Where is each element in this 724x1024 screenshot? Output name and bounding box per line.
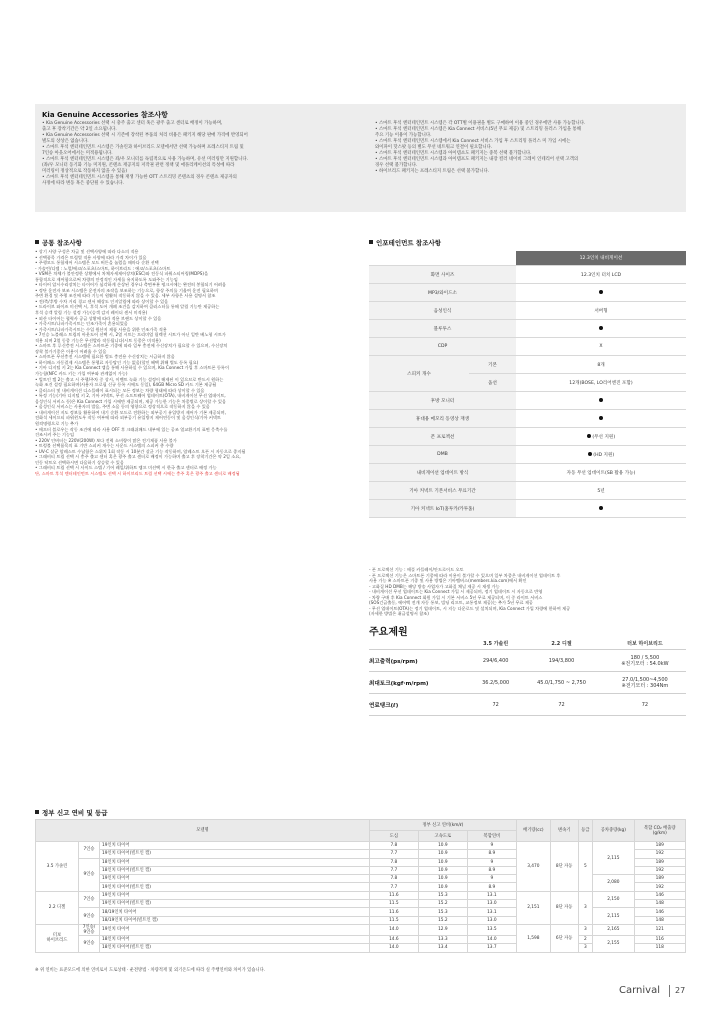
fuel-co2: 189 (634, 842, 685, 850)
infotainment-label: MP3/와이드소 (369, 284, 516, 302)
common-note-line: • 그래비티 트림 선택 시 충주 출고 센터 혹은 광주 출고 센터로 배정이 가능하며 출고 후 장착기간은 약 2일 소요, (35, 454, 241, 460)
fuel-row (36, 842, 686, 850)
fuel-city: 11.6 (369, 891, 418, 899)
fuel-seats: 9인승 (79, 858, 100, 891)
accessories-note-line: 주요 기능 이용이 가능합니다. (375, 133, 432, 138)
infotainment-label: 내비게이션 업데이트 방식 (369, 464, 516, 482)
fuel-co2: 146 (634, 908, 685, 916)
common-note-line: • 하이패스 자동결제 시스템은 통행료 자동탑인 기능 없음(할인 혜택 위해 별도 등록 필요) (35, 359, 199, 365)
common-note-line: 주변 환경 및 주행 조건에 따라 기능이 원활히 작동하지 않을 수 있음. 세부 사항은 사용 설명서 참조 (35, 293, 216, 299)
brand-name: Carnival (619, 985, 660, 996)
common-note-line: • 음성인식 서비스는 사용자의 발음, 주변 소음 등의 영향으로 정상적으로 작동하지 않을 수 있음 (35, 404, 210, 410)
fuel-city: 11.5 (369, 916, 418, 924)
fuel-footnote: ※ 위 연비는 표준모드에 의한 연비로서 도로상태 · 운전방법 · 차량적재 및 외기온도에 따라 실 주행연비와 차이가 있습니다. (35, 968, 266, 973)
fuel-tire: 18/19인치 타이어 (100, 908, 370, 916)
infotainment-value: 5년 (516, 482, 686, 500)
specs-value: 36.2/5,000 (472, 672, 519, 694)
infotainment-header: 12.3인치 내비게이션 (516, 251, 686, 266)
common-note-line: • 선택품목 가격은 트림별 적용 사양에 따라 가격 차이가 있음 (35, 254, 147, 260)
common-note-line: 건조시켜 주는 기능임 (35, 432, 75, 438)
common-note-line: • 빌트인 캠 2는 출고 시 주행/주차 중 상시, 이벤트 녹화 기능 설정이 해제된 이 있으므로 반드시 원하는 (35, 376, 224, 382)
fuel-comb: 13.1 (467, 908, 516, 916)
accessories-note-line: 별도의 상상은 없습니다. (42, 139, 89, 144)
infotainment-row (369, 500, 686, 518)
fuel-co2: 116 (634, 935, 685, 943)
fuel-grade: 5 (578, 842, 593, 892)
infotainment-note-line: - 차량 구매 후 Kia Connect 회원 가입 시 기본 서비스 5년 무료 제공되며, 이 중 라이트 서비스 (369, 594, 543, 600)
fuel-engine: 터보 하이브리드 (36, 924, 79, 952)
fuel-comb: 9 (467, 858, 516, 866)
fuel-co2: 192 (634, 883, 685, 891)
fuel-tire: 19인치 타이어 (100, 924, 370, 935)
accessories-note-line: 미러링이 정상적으로 작동하지 않을 수 있음) (42, 169, 128, 174)
fuel-city: 7.7 (369, 850, 418, 858)
fuel-header-disp: 배기량(cc) (516, 820, 550, 842)
infotainment-value: 자동 무선 업데이트(SB 활용 가능) (516, 464, 686, 482)
fuel-tire: 19인치 타이어(빌트인 캠) (100, 883, 370, 891)
fuel-city: 7.8 (369, 875, 418, 883)
common-note-line: 녹화 조건 설정 필요하며(사용자 프로필 신규 등록 시에도 동일), 64GB Micro SD 카드 기본 제공됨 (35, 382, 217, 388)
infotainment-row (369, 284, 686, 302)
fuel-tire: 18인치 타이어(빌트인 캠) (100, 944, 370, 952)
fuel-hwy: 15.2 (418, 916, 467, 924)
infotainment-note-line: (자세한 방법은 취급설명서 참조) (369, 611, 429, 617)
fuel-trans: 8단 자동 (550, 891, 578, 924)
fuel-header-eff: 정부 신고 연비(km/ℓ) (369, 820, 516, 831)
infotainment-note-line: - 내비게이션 무선 업데이트는 Kia Connect 가입 시 제공되며, 정기 업데이트 시 자동으로 반영 (369, 589, 543, 595)
infotainment-label: 음성인식 (369, 302, 516, 320)
infotainment-label: 스피커 개수 (369, 356, 469, 392)
fuel-comb: 14.0 (467, 935, 516, 943)
fuel-weight: 2,115 (593, 842, 634, 875)
accessories-note-line: • 하이브리드 패키지는 프레스티지 트림은 선택 불가합니다. (375, 169, 490, 174)
fuel-comb: 8.9 (467, 850, 516, 858)
common-note-line: - 가솔린/디젤 : 노멀/에코/스포츠/스마트, 하이브리드 : 에코/스포츠/스마트 (35, 265, 171, 271)
accessories-note-box (35, 104, 686, 212)
infotainment-row (369, 482, 686, 500)
accessories-note-line: • 스마트 후석 엔터테인먼트 시스템은 각 OTT별 이용권을 별도 구매하여 이용 중인 경우에만 사용 가능합니다. (375, 121, 586, 126)
infotainment-note-line: (SOS긴급출동, 에어백 전개 자동 통보, 빌딩 리프트, 교통정보 제공)는 추가 5년 무료 제공 (369, 600, 533, 606)
infotainment-value-note: (HD 지원) (591, 452, 615, 458)
fuel-weight: 2,115 (593, 908, 634, 925)
common-notes-title: 공통 참조사항 (35, 238, 82, 247)
fuel-city: 14.0 (369, 944, 418, 952)
fuel-weight: 2,080 (593, 875, 634, 892)
fuel-header-comb: 복합연비 (467, 831, 516, 842)
accessories-note-line: • 스마트 후석 엔터테인먼트 시스템을 통해 재생 가능한 OTT 스트리밍 콘텐츠의 경우 콘텐츠 제공자의 (42, 175, 237, 180)
common-note-line: 인동 닥트오 선택하시면 다음하기 상승할 수 있음 (35, 459, 124, 465)
infotainment-notes (369, 567, 686, 617)
common-note-line: • 주행모드 통합제어 시스템은 모드 버튼을 눌렀을 때마다 순환 선택 (35, 260, 159, 266)
common-note-line: • 220V 인버터는 220V(200W) 보다 전력 소비량이 많은 전기제품 사용 불가 (35, 437, 177, 443)
fuel-city: 14.0 (369, 924, 418, 935)
accessories-note-line: • Kia Genuine Accessories 선택 시 기존에 장착된 부품의 처리 비용은 패키지 해당 판매 가격에 반영되어 (42, 133, 248, 138)
fuel-grade: 2 (578, 935, 593, 943)
common-note-line: • 내비게이션 지도 정보를 활용하여 내기 순환 모드로 전환하는 외부공기 유입방지 제어가 기본 제공되며, (35, 409, 227, 415)
accessories-note-line: • 스마트 후석 엔터테인먼트 시스템은 좌/우 모니터를 독립적으로 사용 가능하며, 유선 미러링만 지원합니다. (42, 157, 248, 162)
infotainment-value: 12.3인치 터치 LCD (516, 266, 686, 284)
fuel-grade: 3 (578, 944, 593, 952)
common-note-line: • 기아 디지털 키 2는 Kia Connect 앱을 통해 사용하실 수 있으며, Kia Connect 가입 후 스마트폰 등록이 (35, 365, 229, 371)
accessories-note-line: (좌/우 모니터 동기화 기능 미지원, 콘텐츠 재공지의 저작권 관련 정책 및 애플리케이션의 특성에 따라 (42, 163, 235, 168)
fuel-trans: 8단 자동 (550, 842, 578, 892)
fuel-hwy: 10.9 (418, 842, 467, 850)
specs-value: 45.0/1,750 ~ 2,750 (519, 672, 604, 694)
infotainment-label: CDP (369, 338, 516, 356)
common-note-line: • 스마트 후 루신층전 시스템은 스마트폰 기종에 따라 일부 충전에 수신장치가 필요할 수 있으며, 수신장치 (35, 343, 228, 349)
common-note-line: • 상기 사양 구성은 차급 및 선택사양에 따라 다소의 적용 (35, 249, 139, 254)
fuel-tire: 19인치 타이어(빌트인 캠) (100, 850, 370, 858)
fuel-co2: 121 (634, 924, 685, 935)
infotainment-label: 폰 프로젝션 (369, 428, 516, 446)
fuel-comb: 13.1 (467, 891, 516, 899)
fuel-tire: 19인치 타이어(빌트인 캠) (100, 900, 370, 908)
fuel-hwy: 15.3 (418, 891, 467, 899)
fuel-header-hwy: 고속도로 (418, 831, 467, 842)
infotainment-value: 12개(BOSE, LO리어엔진 포함) (516, 374, 686, 392)
accessories-note-line: • 스마트 후석 엔터테인먼트 시스템은 Kia Connect 서비스(5년 무료 제공) 및 스트리밍 플러스 가입을 통해 (375, 127, 581, 132)
specs-column-header: 2.2 디젤 (519, 637, 604, 650)
infotainment-row (369, 410, 686, 428)
fuel-city: 7.8 (369, 842, 418, 850)
infotainment-label: 블루투스 (369, 320, 516, 338)
fuel-co2: 148 (634, 900, 685, 908)
infotainment-label: 휴대용 메모리 동영상 재생 (369, 410, 516, 428)
infotainment-row (369, 464, 686, 482)
fuel-hwy: 15.2 (418, 900, 467, 908)
infotainment-row (369, 392, 686, 410)
fuel-header-weight: 공차중량(kg) (593, 820, 634, 842)
common-note-line: 후석 승객 알림 기능 설정 가능(승객 감지 레이더 센서 미적용) (35, 310, 148, 316)
fuel-hwy: 13.3 (418, 935, 467, 943)
fuel-comb: 13.7 (467, 944, 516, 952)
fuel-header-model: 모델명 (36, 820, 370, 842)
specs-column-header: 3.5 가솔린 (472, 637, 519, 650)
infotainment-label: 화면 사이즈 (369, 266, 516, 284)
specs-row-label: 최대토크(kgf·m/rpm) (369, 672, 472, 694)
fuel-city: 7.7 (369, 883, 418, 891)
infotainment-value (516, 500, 686, 518)
infotainment-note-line: - 고화질 HD DMB는 해당 방송 사업자가 고화질 채널 제공 시 재생 가능 (369, 583, 500, 589)
infotainment-row (369, 428, 686, 446)
specs-column-header: 터보 하이브리드 (604, 637, 686, 650)
fuel-co2: 148 (634, 916, 685, 924)
infotainment-label: 기아 커넥트 기본서비스 무료기간 (369, 482, 516, 500)
fuel-seats: 9인승 (79, 935, 100, 952)
common-note-line: • 특정 기능(기아 디지털 키 2, 기아 커넥트, 무선 소프트웨어 업데이트(OTA), 내비게이션 무선 업데이트, (35, 393, 226, 399)
fuel-tire: 19인치 타이어 (100, 891, 370, 899)
fuel-city: 7.7 (369, 866, 418, 874)
fuel-tire: 18/19인치 타이어(빌트인 캠) (100, 916, 370, 924)
common-note-line: • 그래비티 트림 선택 시 사이드 스텝 / 기어 레일/위하트 엠프 미선택 시 한국 출고 센터로 배정 가능 (35, 465, 217, 471)
fuel-hwy: 10.9 (418, 875, 467, 883)
common-note-line: 장착 불가기종은 이용이 어려울 수 있음 (35, 348, 107, 354)
infotainment-label: DMB (369, 446, 516, 464)
fuel-city: 14.6 (369, 935, 418, 943)
fuel-title: 정부 신고 연비 및 등급 (35, 808, 108, 817)
common-note-line: • 스마트폰 무선충전 시스템에 필요한 별도 충전용 수신장치는 시금하지 않음 (35, 354, 175, 360)
fuel-disp: 1,598 (516, 924, 550, 952)
fuel-tire: 18인치 타이어 (100, 935, 370, 943)
infotainment-note-line: - 무선 업데이트(OTA)는 정기 업데이트, 시 지능 다운로드 및 설치되며, Kia Connect 가입 차량에 한하여 제공 (369, 605, 571, 611)
infotainment-value (516, 284, 686, 302)
infotainment-value (516, 392, 686, 410)
accessories-note-line: 사정에 따라 변동 혹은 중단될 수 있습니다. (42, 181, 124, 186)
accessories-note-line: 와이파이 핫스팟 등의 별도 무선 네트워크 연결이 필요합니다. (375, 145, 493, 150)
fuel-hwy: 15.3 (418, 908, 467, 916)
fuel-row (36, 935, 686, 943)
specs-value: 194/3,800 (519, 650, 604, 672)
specs-value: 294/6,400 (472, 650, 519, 672)
bullet-dot-icon (599, 326, 603, 330)
accessories-note-line: • 스마트 후석 엔터테인먼트 시스템과 아이템쇼도 패키지는 중복 선택 불가합니다. (375, 151, 532, 156)
common-note-line: • 가죽시트/나파가죽시트는 인조가죽이 혼용되었음 (35, 321, 128, 327)
fuel-header-trans: 변속기 (550, 820, 578, 842)
fuel-co2: 192 (634, 866, 685, 874)
common-note-line: • 전/측/후방 수차 거리 경고 센서 해상도 인지알림에 따라 상이할 수 있음 (35, 298, 169, 304)
fuel-comb: 9 (467, 875, 516, 883)
accessories-right-col (375, 121, 680, 175)
fuel-seats: 9인승 (79, 908, 100, 925)
accessories-title: Kia Genuine Accessories 참조사항 (42, 111, 168, 119)
common-note-line: • 클러스터 및 내비게이션 디스플레이 표시되는 모든 정보는 차량 형태에 따라 상이할 수 있음 (35, 387, 205, 393)
common-note-line: • 드라이브 와이즈 미선택 시, 후석 도어 개폐 조건을 감지하여 클러스터를 통해 알림 기능만 제공하는 (35, 304, 220, 310)
fuel-trans: 6단 자동 (550, 924, 578, 952)
common-notes-list (35, 249, 360, 476)
fuel-seats: 7인승 (79, 842, 100, 859)
fuel-hwy: 12.9 (418, 924, 467, 935)
fuel-hwy: 10.9 (418, 858, 467, 866)
specs-value: 27.0/1,500~4,500 ※전기모터 : 304Nm (604, 672, 686, 694)
fuel-co2: 146 (634, 891, 685, 899)
fuel-weight: 2,155 (593, 935, 634, 952)
accessories-note-line: • 스마트 후석 엔터테인먼트 시스템에서 Kia Connect 서비스 가입 후 스트리밍 플러스 미 가입 시에는 (375, 139, 571, 144)
fuel-grade: 3 (578, 891, 593, 924)
fuel-co2: 189 (634, 858, 685, 866)
specs-value: 72 (519, 694, 604, 716)
specs-value: 180 / 5,500 ※전기모터 : 54.0kW (604, 650, 686, 672)
infotainment-table (369, 251, 686, 518)
fuel-co2: 192 (634, 850, 685, 858)
fuel-disp: 3,470 (516, 842, 550, 892)
fuel-table (35, 819, 686, 953)
accessories-note-line: • Kia Genuine Accessories 선택 시 충주 출고 센터 혹은 광주 출고 센터로 배정이 가능하며, (42, 121, 223, 126)
fuel-grade: 3 (578, 924, 593, 935)
infotainment-value (516, 446, 686, 464)
bullet-dot-icon (599, 290, 603, 294)
fuel-seats: 7인승/ 9인승 (79, 924, 100, 935)
fuel-comb: 13.0 (467, 916, 516, 924)
fuel-comb: 8.9 (467, 883, 516, 891)
specs-title: 주요제원 (369, 627, 408, 638)
fuel-hwy: 13.4 (418, 944, 467, 952)
common-note-line: • UV-C 살균 암레스트 수납함은 스위치 1회 작동 시 10분간 살균 기능 작동하며, 암레스트 오픈 시 자동으로 종지됨 (35, 448, 246, 454)
fuel-header-city: 도심 (369, 831, 418, 842)
fuel-city: 7.8 (369, 858, 418, 866)
infotainment-value (516, 320, 686, 338)
fuel-tire: 19인치 타이어 (100, 875, 370, 883)
infotainment-note-line: 사용 가능 ※ 스마트폰 기종 및 사용 방법은 기아멤버스(members.kia.com)에서 확인 (369, 578, 527, 584)
common-note-line: • 트렁볼 선택품목의 표 기반 스피커 개수는 사운드 시스템의 스피커 총 수량 (35, 443, 174, 449)
infotainment-value (516, 410, 686, 428)
fuel-row (36, 891, 686, 899)
fuel-comb: 9 (467, 842, 516, 850)
infotainment-note-line: - 폰 프로젝션 기능 : 애플 카플레이/안드로이드 오토 (369, 567, 464, 572)
accessories-note-line: 7인승 아웃오어에서는 미적용됩니다. (42, 151, 113, 156)
fuel-seats: 7인승 (79, 891, 100, 908)
infotainment-value: X (516, 338, 686, 356)
fuel-disp: 2,151 (516, 891, 550, 924)
accessories-left-col (42, 121, 362, 187)
fuel-engine: 3.5 가솔린 (36, 842, 79, 892)
fuel-comb: 13.0 (467, 900, 516, 908)
infotainment-row (369, 266, 686, 284)
fuel-hwy: 10.9 (418, 866, 467, 874)
accessories-note-line: 경우 선택 불가합니다. (375, 163, 418, 168)
fuel-tire: 18인치 타이어 (100, 858, 370, 866)
page-number: 27 (675, 986, 686, 995)
fuel-co2: 189 (634, 875, 685, 883)
bullet-dot-icon (599, 398, 603, 402)
fuel-city: 11.6 (369, 908, 418, 916)
bullet-dot-icon (599, 506, 603, 510)
common-note-line: • 가죽시트/나파가죽시트는 수입 원산지 제품 사용을 위한 인조가죽 적용 (35, 326, 167, 332)
specs-corner (369, 637, 472, 650)
common-note-line: • 애프터 블로우는 작동 조건에 따라 사용 OFF 후 크래쉬패드 내부에 있는 공조 열교환기의 표면 응축수를 (35, 426, 228, 432)
infotainment-label: 기아 커넥트 IoT(홈투카/카투홈) (369, 500, 516, 518)
footer-divider (669, 985, 670, 997)
fuel-comb: 8.9 (467, 866, 516, 874)
specs-row-label: 최고출력(ps/rpm) (369, 650, 472, 672)
infotainment-value: 8개 (516, 356, 686, 374)
fuel-comb: 13.5 (467, 924, 516, 935)
infotainment-value-note: (무선 지원) (590, 434, 616, 440)
fuel-weight: 2,165 (593, 924, 634, 935)
common-note-line: 원격명령으로 기능 추가 (35, 420, 79, 426)
accessories-note-line: 출고 후 장착기간은 약 2일 소요됩니다. (42, 127, 117, 132)
common-note-line: • 7인승 노블레스 트림의 아웃도어 선택 시, 2열 시트는 프리미엄 릴렉션 시트가 아닌 일반 베노형 시트가 (35, 332, 226, 338)
infotainment-row (369, 338, 686, 356)
infotainment-sublabel: 기본 (469, 356, 516, 374)
common-note-line: 단, 스마트 후석 엔터테인먼트 시스템도 선택 시 하이브리드 트림 선택 시에는 충주 혹은 광주 출고 센터로 배정됨 (35, 470, 240, 476)
infotainment-row (369, 446, 686, 464)
fuel-co2: 118 (634, 944, 685, 952)
specs-value: 72 (472, 694, 519, 716)
specs-value: 72 (604, 694, 686, 716)
fuel-hwy: 10.9 (418, 850, 467, 858)
common-note-line: • 타이어 압시수리장치는 타이어가 심각하게 손상된 경우나 측면부분 펑크시에는 완전히 봉합되기 어려움 (35, 282, 227, 288)
fuel-weight: 2,150 (593, 891, 634, 908)
fuel-city: 11.5 (369, 900, 418, 908)
common-note-line: 가능함(NFC 카드 키는 가입 여부와 관계없이 가능) (35, 371, 128, 377)
fuel-engine: 2.2 디젤 (36, 891, 79, 924)
fuel-tire: 18인치 타이어(빌트인 캠) (100, 866, 370, 874)
infotainment-row (369, 356, 686, 374)
infotainment-label: 후방 모니터 (369, 392, 516, 410)
accessories-note-line: • 스마트 후석 엔터테인먼트 시스템과 아이템프도 패키지는 내장 컬러 네이비 그레이 인테리어 선택 고객의 (375, 157, 579, 162)
infotainment-value: 서버형 (516, 302, 686, 320)
common-note-line: 전화석 세이프티 파워윈도우 작동 여부에 따라 외부공기 유입방지 제어연동이 및 음성인식/기아 커넥트 (35, 415, 221, 421)
fuel-row (36, 924, 686, 935)
common-note-line: 적용 되며 2열 동종 기능은 무선발라 작동됩니다(시트 동종은 미적용) (35, 337, 161, 343)
infotainment-row (369, 320, 686, 338)
specs-row-label: 연료탱크(ℓ) (369, 694, 472, 716)
common-note-line: • 정단 운전자 보조 시스템은 운전자의 조작을 보조하는 기능으로, 항상 주의를 기울여 운전 필요하며 (35, 287, 218, 293)
infotainment-row (369, 302, 686, 320)
infotainment-note-line: - 폰 프로젝션 기능은 스마트폰 기종에 따라 이용이 불가할 수 있으며 일부 차종은 내비게이션 업데이트 후 (369, 572, 561, 578)
fuel-hwy: 10.9 (418, 883, 467, 891)
common-note-line: 음성인식 서비스 등)은 Kia Connect 가입 시에만 제공되며, 제공 가능한 기능은 차종별로 상이할 수 있음 (35, 398, 227, 404)
common-note-line: • VSM은 차체가 불안정한 상황에서 차체자세제어장치(ESC)와 전동식 파워스티어링(MDPS)을 (35, 271, 209, 277)
fuel-row (36, 944, 686, 952)
fuel-header-co2: 복합 CO₂ 배출량 (g/km) (634, 820, 685, 842)
specs-table (369, 637, 686, 716)
common-note-line: • 외산 타이어는 협력사 공급 상황에 따라 적용 브랜드 상이할 수 있음 (35, 315, 162, 321)
infotainment-value (516, 428, 686, 446)
infotainment-sublabel: 옵션 (469, 374, 516, 392)
accessories-note-line: • 스마트 후석 엔터테인먼트 시스템은 가솔린과 하이브리드 모델에서만 선택 가능하며 프레스티지 트림 및 (42, 145, 244, 150)
infotainment-title: 인포테인먼트 참조사항 (369, 238, 441, 247)
bullet-dot-icon (599, 416, 603, 420)
fuel-header-grade: 등급 (578, 820, 593, 842)
common-note-line: 통합적으로 제어함으로써 차량의 안정적인 자세를 유지하도록 도와주는 기능임 (35, 276, 178, 282)
fuel-tire: 19인치 타이어 (100, 842, 370, 850)
